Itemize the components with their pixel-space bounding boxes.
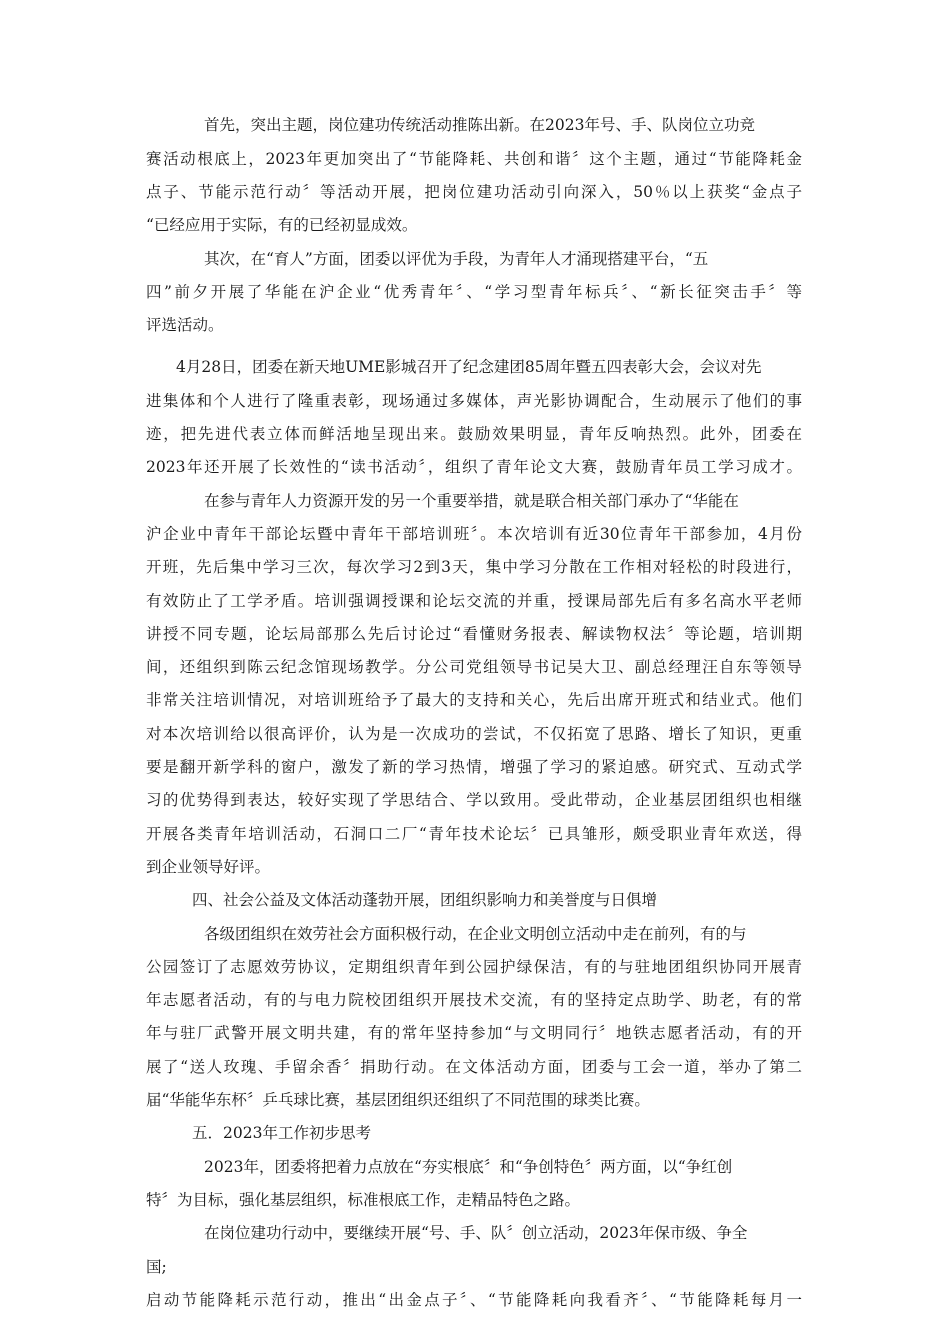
paragraph-line: 开班，先后集中学习三次，每次学习2到3天，集中学习分散在工作相对轻松的时段进行， (146, 558, 802, 576)
section-heading: 五．2023年工作初步思考 (192, 1124, 371, 1142)
paragraph-line: 点子、节能示范行动〞等活动开展，把岗位建功活动引向深入，50％以上获奖“金点子 (146, 183, 802, 201)
paragraph-line: 要是翻开新学科的窗户，激发了新的学习热情，增强了学习的紧迫感。研究式、互动式学 (146, 758, 802, 776)
paragraph-line: 4月28日，团委在新天地UME影城召开了纪念建团85周年暨五四表彰大会，会议对先 (176, 358, 762, 376)
paragraph-line: 首先，突出主题，岗位建功传统活动推陈出新。在2023年号、手、队岗位立功竞 (204, 116, 755, 134)
paragraph-line: 2023年还开展了长效性的“读书活动〞，组织了青年论文大赛，鼓励青年员工学习成才。 (146, 458, 802, 476)
paragraph-line: 对本次培训给以很高评价，认为是一次成功的尝试，不仅拓宽了思路、增长了知识，更重 (146, 725, 802, 743)
paragraph-line: 各级团组织在效劳社会方面积极行动，在企业文明创立活动中走在前列，有的与 (204, 925, 747, 943)
paragraph-line: 在参与青年人力资源开发的另一个重要举措，就是联合相关部门承办了“华能在 (204, 492, 739, 510)
paragraph-line: 非常关注培训情况，对培训班给予了最大的支持和关心，先后出席开班式和结业式。他们 (146, 691, 802, 709)
paragraph-line: 年与驻厂武警开展文明共建，有的常年坚持参加“与文明同行〞地铁志愿者活动，有的开 (146, 1024, 802, 1042)
paragraph-line: 到企业领导好评。 (146, 858, 271, 876)
paragraph-line: 开展各类青年培训活动，石洞口二厂“青年技术论坛〞已具雏形，颇受职业青年欢送，得 (146, 825, 802, 843)
paragraph-line: 间，还组织到陈云纪念馆现场教学。分公司党组领导书记吴大卫、副总经理汪自东等领导 (146, 658, 802, 676)
paragraph-line: 启动节能降耗示范行动，推出“出金点子〞、“节能降耗向我看齐〞、“节能降耗每月一 (146, 1291, 802, 1309)
paragraph-line: 进集体和个人进行了隆重表彰，现场通过多媒体，声光影协调配合，生动展示了他们的事 (146, 392, 802, 410)
paragraph-line: 年志愿者活动，有的与电力院校团组织开展技术交流，有的坚持定点助学、助老，有的常 (146, 991, 802, 1009)
paragraph-line: 沪企业中青年干部论坛暨中青年干部培训班〞。本次培训有近30位青年干部参加，4月份 (146, 525, 802, 543)
paragraph-line: 国; (146, 1258, 167, 1276)
paragraph-line: 赛活动根底上，2023年更加突出了“节能降耗、共创和谐〞这个主题，通过“节能降耗金 (146, 150, 802, 168)
paragraph-line: 四”前夕开展了华能在沪企业“优秀青年〞、“学习型青年标兵〞、“新长征突击手〞等 (146, 283, 802, 301)
paragraph-line: 讲授不同专题，论坛局部那么先后讨论过“看懂财务报表、解读物权法〞等论题，培训期 (146, 625, 802, 643)
paragraph-line: 公园签订了志愿效劳协议，定期组织青年到公园护绿保洁，有的与驻地团组织协同开展青 (146, 958, 802, 976)
paragraph-line: 评选活动。 (146, 316, 224, 334)
paragraph-line: 习的优势得到表达，较好实现了学思结合、学以致用。受此带动，企业基层团组织也相继 (146, 791, 802, 809)
paragraph-line: 迹，把先进代表立体而鲜活地呈现出来。鼓励效果明显，青年反响热烈。此外，团委在 (146, 425, 802, 443)
paragraph-line: 特〞为目标，强化基层组织，标准根底工作，走精品特色之路。 (146, 1191, 581, 1209)
paragraph-line: 展了“送人玫瑰、手留余香〞捐助行动。在文体活动方面，团委与工会一道，举办了第二 (146, 1058, 802, 1076)
paragraph-line: 届“华能华东杯〞乒乓球比赛，基层团组织还组织了不同范围的球类比赛。 (146, 1091, 650, 1109)
section-heading: 四、社会公益及文体活动蓬勃开展，团组织影响力和美誉度与日俱增 (192, 891, 658, 909)
paragraph-line: 在岗位建功行动中，要继续开展“号、手、队〞创立活动，2023年保市级、争全 (204, 1224, 748, 1242)
paragraph-line: “已经应用于实际，有的已经初显成效。 (146, 216, 418, 234)
paragraph-line: 其次，在“育人”方面，团委以评优为手段，为青年人才涌现搭建平台，“五 (204, 250, 709, 268)
paragraph-line: 有效防止了工学矛盾。培训强调授课和论坛交流的并重，授课局部先后有多名高水平老师 (146, 592, 802, 610)
paragraph-line: 2023年，团委将把着力点放在“夯实根底〞和“争创特色〞两方面，以“争红创 (204, 1158, 733, 1176)
